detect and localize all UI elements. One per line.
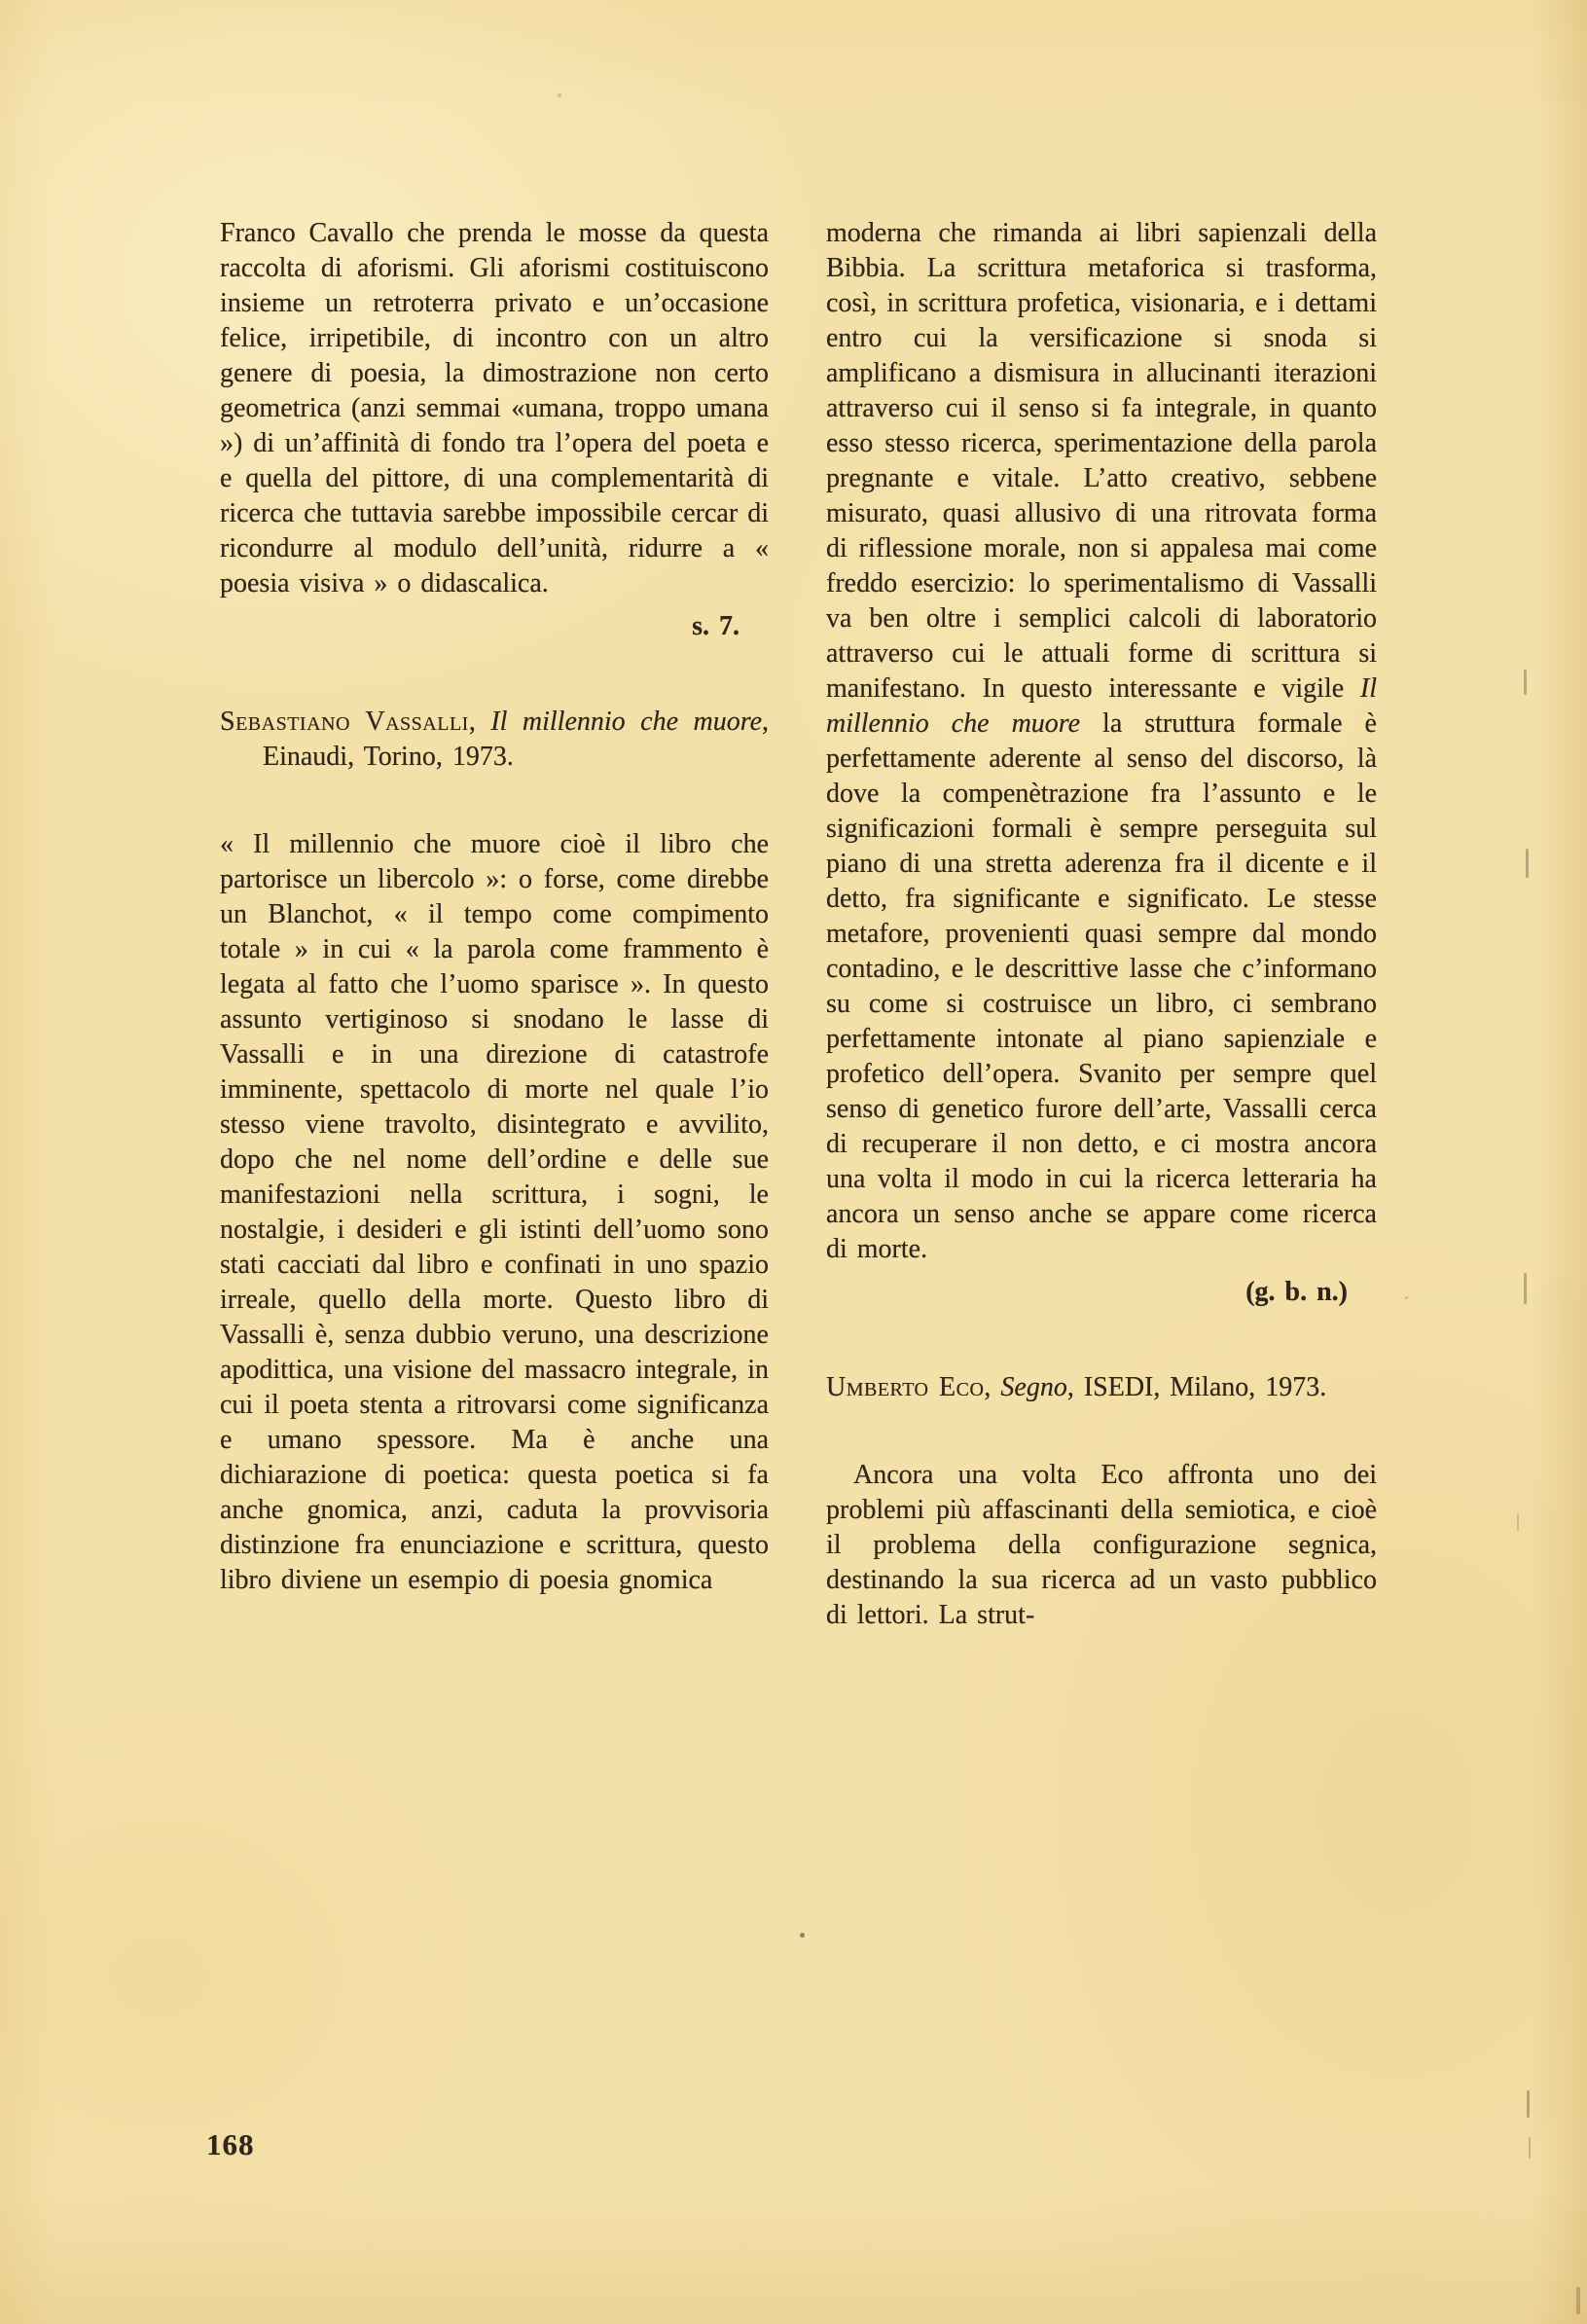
paragraph-text: moderna che rimanda ai libri sapienzali della Bibbia. La scrittura metaforica si trasforma, così, in scrittura profetica, visionaria, e i dettami entro cui la versificazione si snoda si amplificano a dismisura in allucinanti iterazioni attraverso cui il senso si fa integrale, in quanto esso stesso ricerca, sperimentazione della parola pregnante e vitale. L’atto creativo, sebbene misurato, quasi allusivo di una ritrovata forma di riflessione morale, non si appalesa mai come freddo esercizio: lo sperimentalismo di Vassalli va ben oltre i semplici calcoli di laboratorio attraverso cui le attuali forme di scrittura si manifestano. In questo interessante e vigile (826, 218, 1377, 704)
citation-author: Sebastiano Vassalli (220, 707, 469, 737)
book-citation-eco (826, 1370, 1377, 1405)
margin-mark (1527, 2090, 1530, 2118)
book-title-inline: Il millennio che muore (826, 673, 1377, 739)
ink-speck (1405, 1296, 1408, 1299)
citation-book-title: Segno (1000, 1372, 1067, 1402)
citation-publisher: , Einaudi, Torino, 1973. (263, 707, 769, 772)
review-body-paragraph: Ancora una volta Eco affronta uno dei problemi più affascinanti della semiotica, e cioè il problema della configurazione segnica, destinando la sua ricerca ad un vasto pubblico di lettori. La strut- (826, 1460, 1377, 1630)
book-citation-vassalli (220, 705, 769, 775)
reviewer-initials: s. 7. (692, 611, 739, 641)
review-body-paragraph: « Il millennio che muore cioè il libro che partorisce un libercolo »: o forse, come direbbe un Blanchot, « il tempo come compimento totale » in cui « la parola come frammento è legata al fatto che l’uomo sparisce ». In questo assunto vertiginoso si snodano le lasse di Vassalli e in una direzione di catastrofe imminente, spettacolo di morte nel quale l’io stesso viene travolto, disintegrato e avvilito, dopo che nel nome dell’ordine e delle sue manifestazioni nella scrittura, i sogni, le nostalgie, i desideri e gli istinti dell’uomo sono stati cacciati dal libro e confinati in uno spazio irreale, quello della morte. Questo libro di Vassalli è, senza dubbio veruno, una descrizione apodittica, una visione del massacro integrale, in cui il poeta stenta a ritrovarsi come significanza e umano spessore. Ma è anche una dichiarazione di poetica: questa poetica si fa anche gnomica, anzi, caduta la provvisoria distinzione fra enunciazione e scrittura, questo libro diviene un esempio di poesia gnomica (220, 829, 769, 1595)
citation-publisher: , ISEDI, Milano, 1973. (1066, 1372, 1327, 1402)
citation-author: Umberto Eco (826, 1372, 985, 1402)
right-column (826, 216, 1377, 1633)
left-column (220, 216, 769, 1598)
review-continuation-paragraph: Franco Cavallo che prenda le mosse da questa raccolta di aforismi. Gli aforismi costituiscono insieme un retroterra privato e un’occasione felice, irripetibile, di incontro con un altro genere di poesia, la dimostrazione non certo geometrica (anzi semmai «umana, troppo umana ») di un’affinità di fondo tra l’opera del poeta e e quella del pittore, di una complementarità di ricerca che tuttavia sarebbe impossibile cercar di ricondurre al modulo dell’unità, ridurre a « poesia visiva » o didascalica. (220, 218, 769, 599)
margin-mark (1524, 1273, 1527, 1304)
citation-book-title: Il millennio che muore (490, 707, 762, 737)
margin-mark (1576, 2287, 1580, 2314)
margin-mark (1517, 1514, 1519, 1532)
margin-mark (1526, 849, 1529, 878)
ink-speck (800, 1933, 805, 1938)
margin-mark (1529, 2137, 1531, 2159)
review-body-paragraph (826, 216, 1377, 1267)
reviewer-initials: (g. b. n.) (1245, 1277, 1348, 1307)
paragraph-text: la struttura formale è perfettamente aderente al senso del discorso, là dove la compenètrazione fra l’assunto e le significazioni formali è sempre perseguita sul piano di una stretta aderenza fra il dicente e il detto, fra significante e significato. Le stesse metafore, provenienti quasi sempre dal mondo contadino, e le descrittive lasse che c’informano su come si costruisce un libro, ci sembrano perfettamente intonate al piano sapienziale e profetico dell’opera. Svanito per sempre quel senso di genetico furore dell’arte, Vassalli cerca di recuperare il non detto, e ci mostra ancora una volta il modo in cui la ricerca letteraria ha ancora un senso anche se appare come ricerca di morte. (826, 708, 1377, 1264)
citation-separator: , (984, 1372, 1001, 1402)
citation-separator: , (468, 707, 491, 737)
page-number: 168 (206, 2127, 255, 2161)
ink-speck (558, 93, 561, 97)
margin-mark (1524, 670, 1527, 695)
